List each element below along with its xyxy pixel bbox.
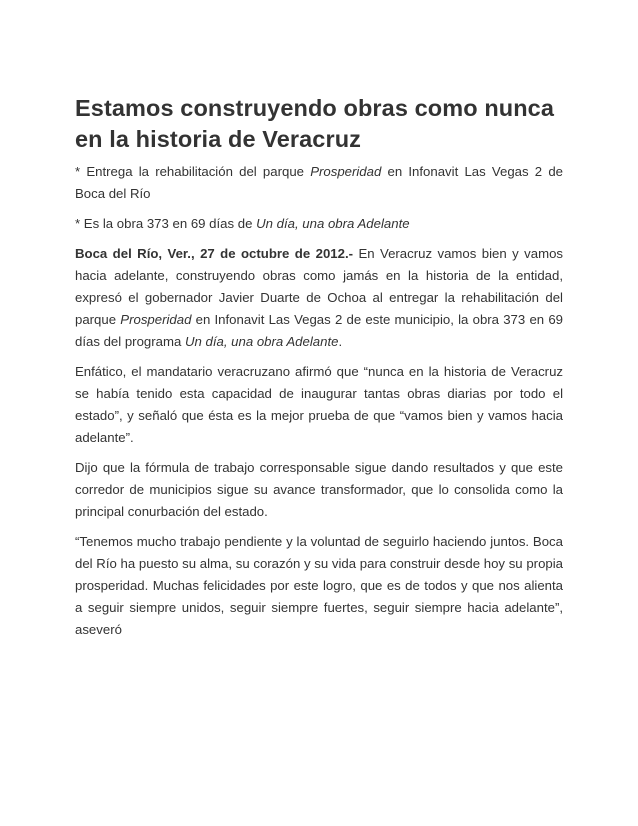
body-paragraph: Enfático, el mandatario veracruzano afirmó que “nunca en la historia de Veracruz se había tenido esta capacidad de inaugurar tantas obras diarias por todo el estado”, y señaló que ésta es la mejor prueba de que “vamos bien y vamos hacia adelante”. (75, 364, 563, 445)
article-title: Estamos construyendo obras como nunca en la historia de Veracruz (75, 95, 555, 152)
article (75, 93, 563, 641)
lead-emphasis-2: Un día, una obra Adelante (184, 334, 339, 349)
bullet-1-text-end: en Infonavit Las Vegas 2 de Boca del Río (75, 164, 563, 201)
bullet-1-text: * Entrega la rehabilitación del parque (75, 164, 311, 179)
summary-bullet-1 (75, 161, 563, 205)
body-paragraph: “Tenemos mucho trabajo pendiente y la voluntad de seguirlo haciendo juntos. Boca del Río ha puesto su alma, su corazón y su vida para construir desde hoy su propia prosperidad. Muchas felicidades por este logro, que es de todos y que nos alienta a seguir siempre unidos, seguir siempre fuertes, seguir siempre hacia adelante”, aseveró (75, 534, 563, 637)
body-paragraph: Dijo que la fórmula de trabajo corresponsable sigue dando resultados y que este corredor de municipios sigue su avance transformador, que lo consolida como la principal conurbación del estado. (75, 460, 563, 519)
dateline: Boca del Río, Ver., 27 de octubre de 2012.- (75, 246, 354, 261)
lead-text-3: . (338, 334, 343, 349)
summary-bullet-2 (75, 213, 563, 235)
lead-text-1: En Veracruz vamos bien y vamos hacia adelante, construyendo obras como jamás en la historia de la entidad, expresó el gobernador Javier Duarte de Ochoa al entregar la rehabilitación del parque (75, 246, 563, 327)
bullet-2-emphasis: Un día, una obra Adelante (256, 216, 410, 231)
lead-paragraph (75, 243, 563, 353)
lead-emphasis-1: Prosperidad (120, 312, 192, 327)
bullet-1-emphasis: Prosperidad (310, 164, 382, 179)
bullet-2-text: * Es la obra 373 en 69 días de (75, 216, 257, 231)
lead-text-2: en Infonavit Las Vegas 2 de este municipio, la obra 373 en 69 días del programa (75, 312, 564, 349)
